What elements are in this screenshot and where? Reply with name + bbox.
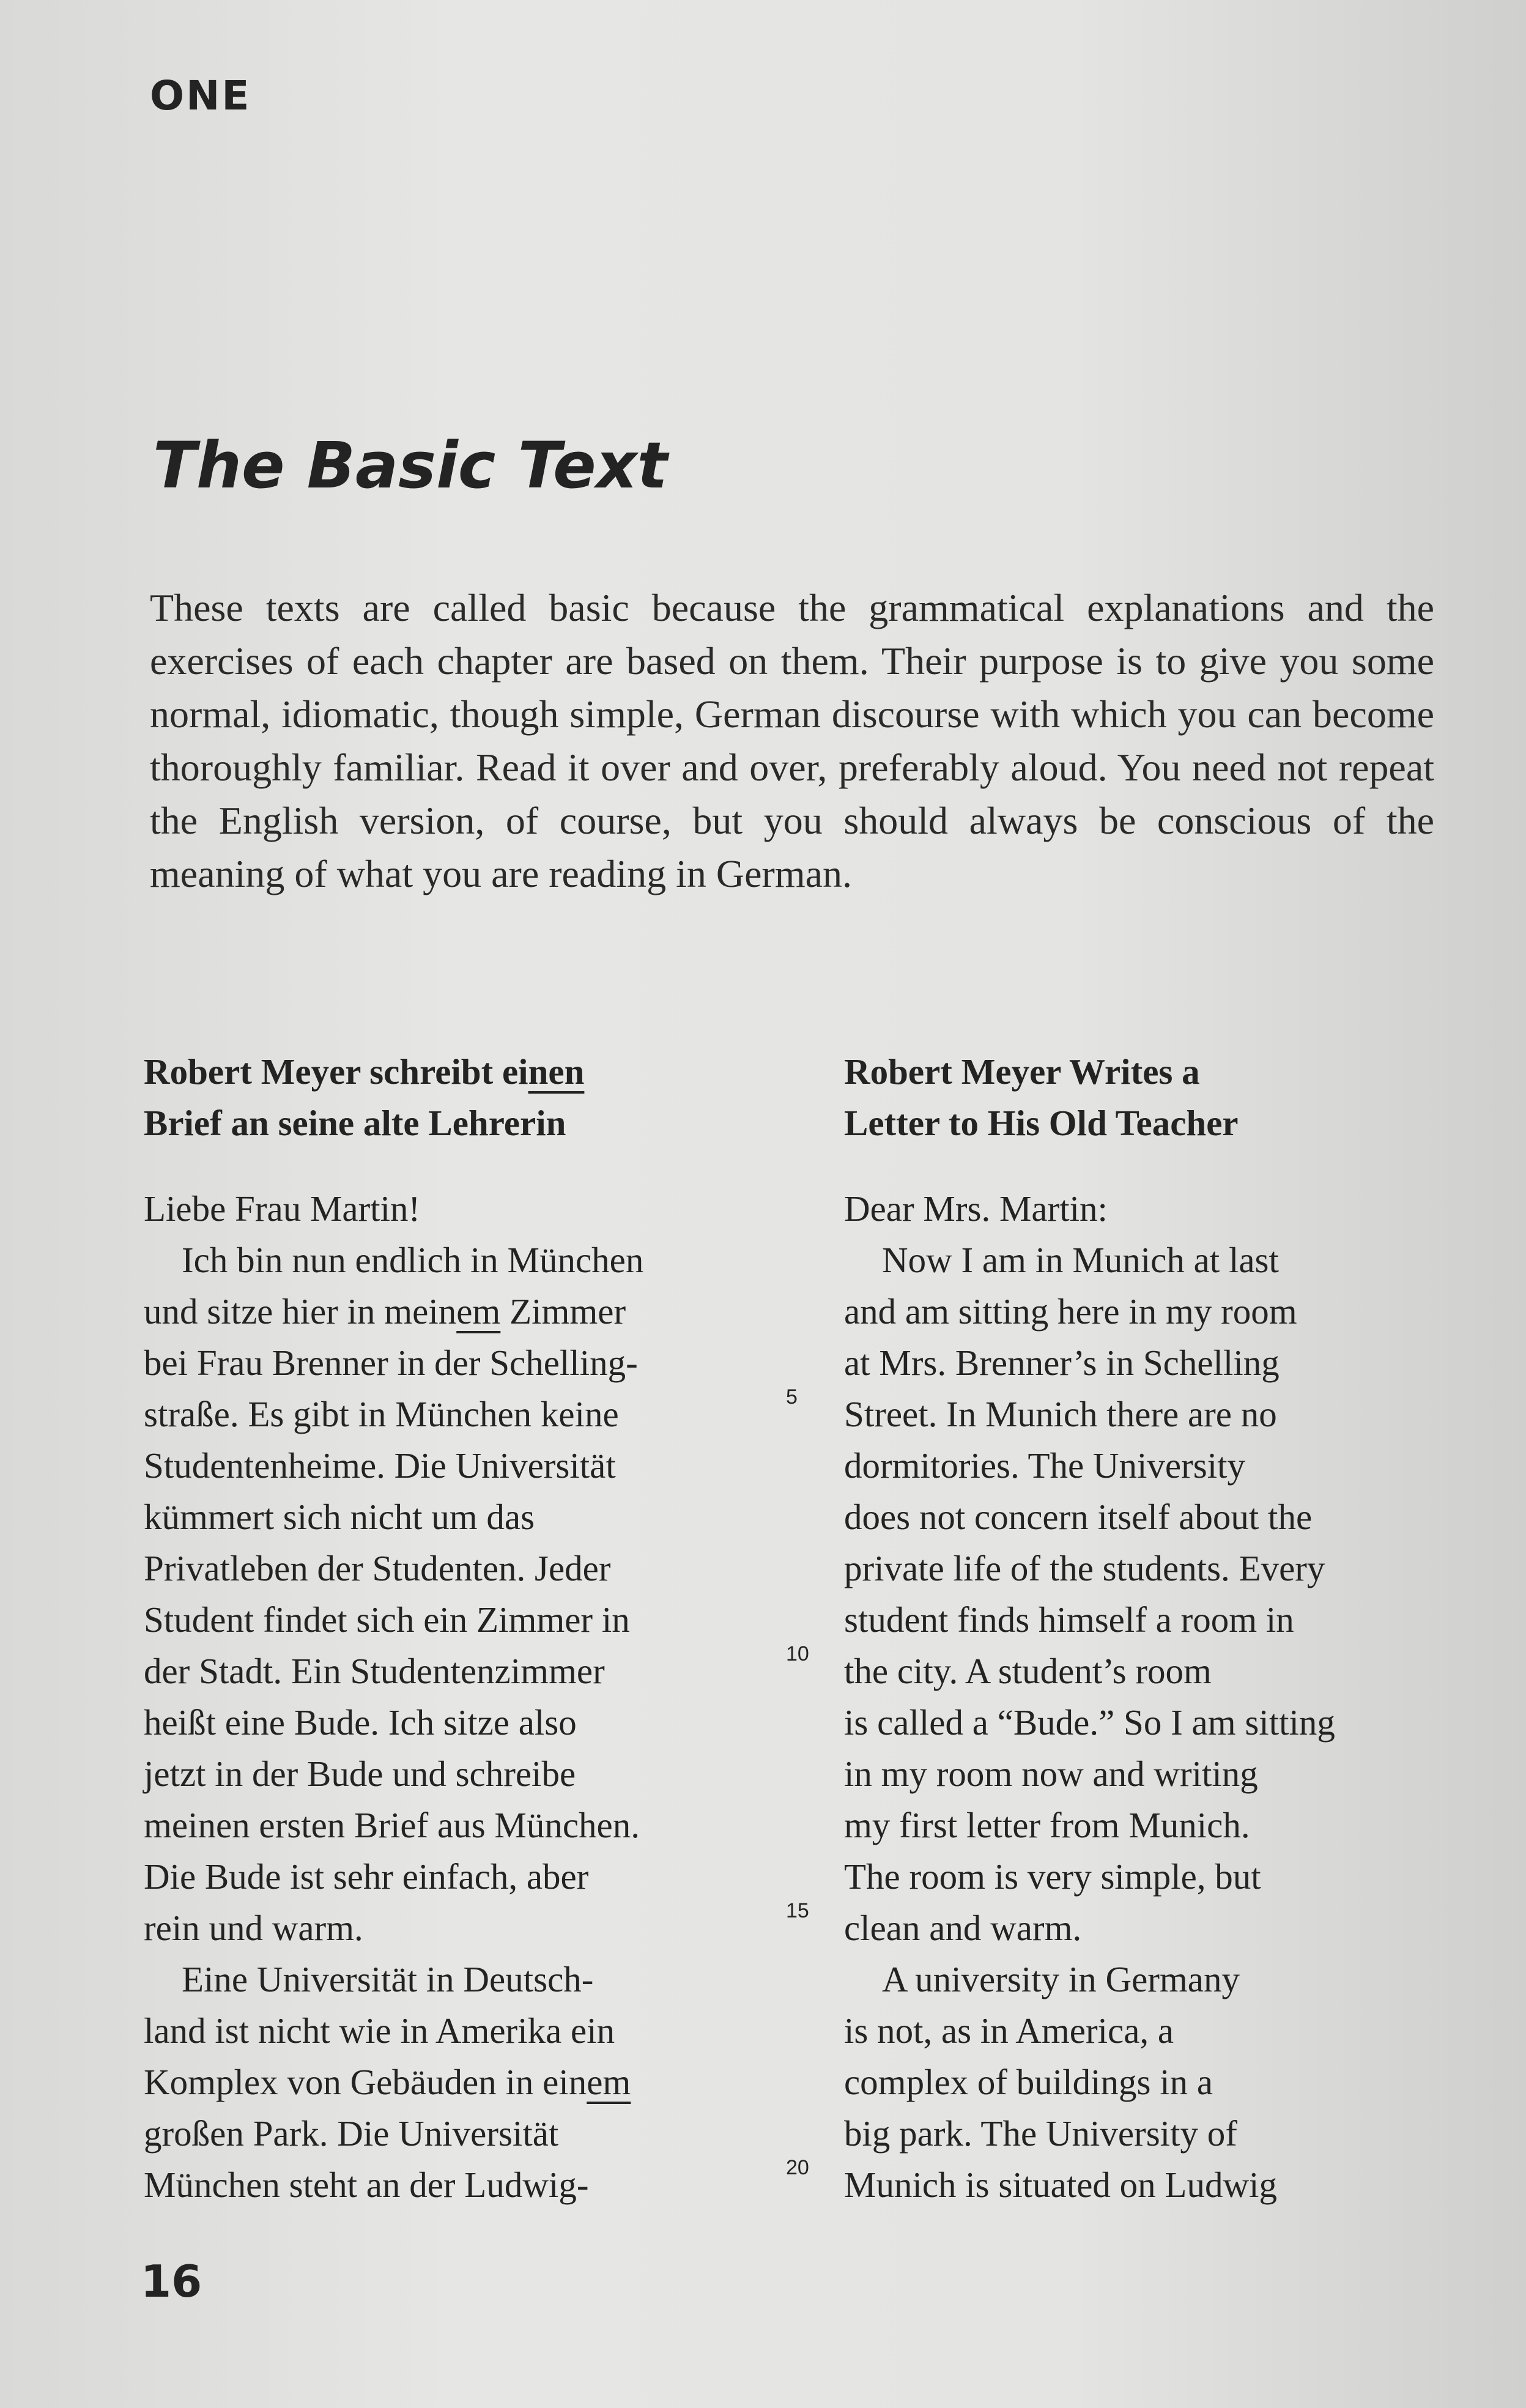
english-line: private life of the students. Every [844, 1548, 1325, 1588]
page-number: 16 [141, 2256, 202, 2307]
english-heading-line-1: Robert Meyer Writes a [844, 1051, 1200, 1092]
german-line: München steht an der Ludwig- [144, 2165, 589, 2205]
german-line: der Stadt. Ein Studentenzimmer [144, 1651, 605, 1691]
german-heading [144, 1046, 780, 1149]
german-heading-line-1: Robert Meyer schreibt einen [144, 1051, 585, 1092]
english-heading-line-2: Letter to His Old Teacher [844, 1103, 1239, 1143]
english-line: is called a “Bude.” So I am sitting [844, 1702, 1335, 1743]
english-salutation: Dear Mrs. Martin: [844, 1188, 1108, 1229]
line-number: 10 [786, 1642, 809, 1665]
german-line: jetzt in der Bude und schreibe [144, 1754, 576, 1794]
english-column [844, 1046, 1468, 2210]
section-title: The Basic Text [153, 428, 668, 503]
german-line: und sitze hier in meinem Zimmer [144, 1291, 626, 1332]
german-heading-line-2: Brief an seine alte Lehrerin [144, 1103, 566, 1143]
german-line: Eine Universität in Deutsch- [182, 1959, 594, 1999]
english-line: student finds himself a room in [844, 1599, 1294, 1640]
german-line: Ich bin nun endlich in München [182, 1240, 644, 1280]
english-line: the city. A student’s room [844, 1651, 1212, 1691]
german-line: Komplex von Gebäuden in einem [144, 2062, 631, 2102]
english-line: Munich is situated on Ludwig [844, 2165, 1277, 2205]
german-line: rein und warm. [144, 1908, 363, 1948]
english-line: dormitories. The University [844, 1445, 1246, 1486]
english-line: and am sitting here in my room [844, 1291, 1297, 1332]
english-line: at Mrs. Brenner’s in Schelling [844, 1343, 1280, 1383]
english-line: does not concern itself about the [844, 1497, 1313, 1537]
line-number: 5 [786, 1385, 798, 1409]
english-line: complex of buildings in a [844, 2062, 1213, 2102]
german-line: Student findet sich ein Zimmer in [144, 1599, 630, 1640]
german-line: kümmert sich nicht um das [144, 1497, 535, 1537]
underline-mark: em [456, 1291, 501, 1332]
german-line: meinen ersten Brief aus München. [144, 1805, 640, 1845]
english-line: big park. The University of [844, 2113, 1237, 2154]
german-line: Die Bude ist sehr einfach, aber [144, 1856, 589, 1897]
line-number: 20 [786, 2156, 809, 2179]
english-line: in my room now and writing [844, 1754, 1258, 1794]
german-column [144, 1046, 780, 2210]
german-line: straße. Es gibt in München keine [144, 1394, 619, 1434]
english-line: A university in Germany [882, 1959, 1240, 1999]
german-line: heißt eine Bude. Ich sitze also [144, 1702, 577, 1743]
english-line: clean and warm. [844, 1908, 1082, 1948]
german-line: großen Park. Die Universität [144, 2113, 559, 2154]
english-line: Street. In Munich there are no [844, 1394, 1277, 1434]
german-salutation: Liebe Frau Martin! [144, 1188, 421, 1229]
english-line: my first letter from Munich. [844, 1805, 1250, 1845]
underline-mark: nen [528, 1051, 585, 1092]
intro-paragraph: These texts are called basic because the grammatical explanations and the exercises of each chapter are based on them. Their purpose is to give you some normal, idiomatic, though simple, German discourse with which you can become thoroughly familiar. Read it over and over, preferably aloud. You need not repeat the English version, of course, but you should always be conscious of the meaning of what you are reading in German. [150, 586, 1434, 895]
german-line: land ist nicht wie in Amerika ein [144, 2010, 615, 2051]
german-line: Studentenheime. Die Universität [144, 1445, 616, 1486]
english-line: is not, as in America, a [844, 2010, 1174, 2051]
line-number: 15 [786, 1899, 809, 1922]
english-line: Now I am in Munich at last [882, 1240, 1279, 1280]
german-line: Privatleben der Studenten. Jeder [144, 1548, 611, 1588]
english-heading [844, 1046, 1468, 1149]
german-line: bei Frau Brenner in der Schelling- [144, 1343, 638, 1383]
chapter-label: ONE [150, 72, 251, 119]
english-line: The room is very simple, but [844, 1856, 1261, 1897]
underline-mark: em [587, 2062, 631, 2102]
